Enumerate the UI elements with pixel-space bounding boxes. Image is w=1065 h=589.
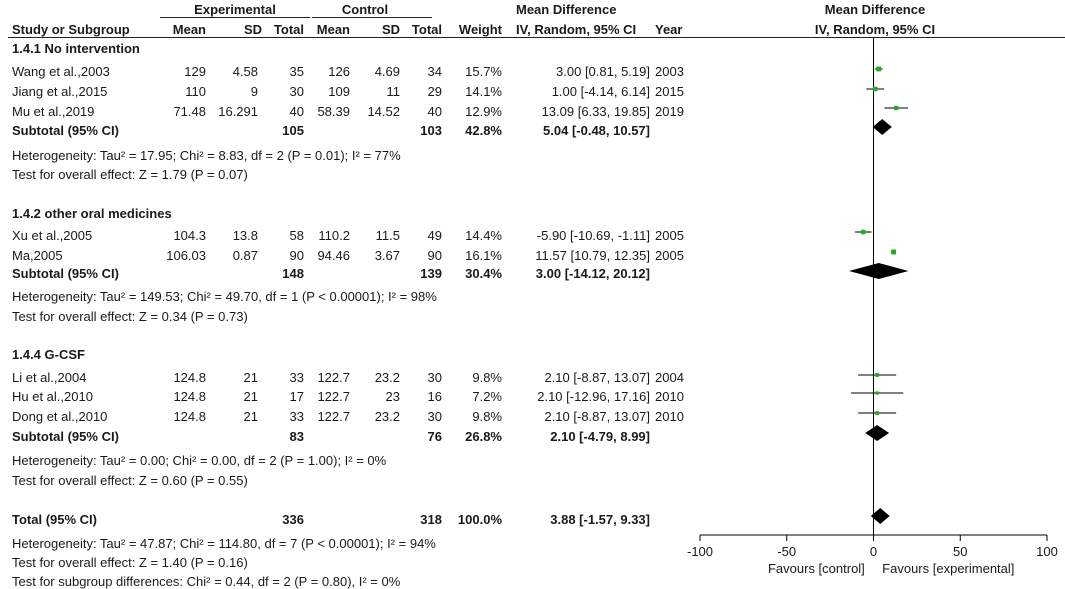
study-point (873, 87, 878, 92)
study-name: Mu et al.,2019 (12, 104, 95, 119)
sd-e: 21 (243, 370, 258, 385)
sd-c: 3.67 (374, 248, 400, 263)
summary-diamond (873, 119, 892, 135)
mean-c: 122.7 (317, 370, 350, 385)
weight-header: Weight (458, 22, 502, 37)
mean-e: 124.8 (173, 389, 206, 404)
weight: 12.9% (465, 104, 502, 119)
mean-c: 126 (328, 64, 350, 79)
subtotal-total-c: 76 (427, 429, 442, 444)
method-header-left: IV, Random, 95% CI (516, 22, 637, 37)
subtotal-total-c: 139 (420, 266, 442, 281)
total-label: Total (95% CI) (12, 512, 97, 527)
total-total-c: 318 (420, 512, 442, 527)
total-e: 90 (289, 248, 304, 263)
study-name: Dong et al.,2010 (12, 409, 108, 424)
total-c: 34 (427, 64, 442, 79)
sd-e: 4.58 (232, 64, 258, 79)
subtotal-weight: 26.8% (465, 429, 502, 444)
subtotal-ci: 5.04 [-0.48, 10.57] (543, 123, 650, 138)
summary-diamond (849, 263, 908, 279)
subtotal-label: Subtotal (95% CI) (12, 123, 119, 138)
total-c: 30 (427, 409, 442, 424)
sd-e: 13.8 (232, 228, 258, 243)
subtotal-total-e: 83 (289, 429, 304, 444)
study-point (894, 106, 898, 110)
year: 2004 (655, 370, 684, 385)
sd-c: 4.69 (374, 64, 400, 79)
study-name: Hu et al.,2010 (12, 389, 93, 404)
mean-e: 129 (184, 64, 206, 79)
x-tick-label: 100 (1036, 544, 1058, 559)
study-name: Xu et al.,2005 (12, 228, 93, 243)
subtotal-total-e: 148 (282, 266, 304, 281)
mean-c: 122.7 (317, 409, 350, 424)
sd-c: 23.2 (374, 409, 400, 424)
mean-c: 58.39 (317, 104, 350, 119)
ci: 2.10 [-8.87, 13.07] (544, 370, 650, 385)
mean-e: 104.3 (173, 228, 206, 243)
group-title: 1.4.2 other oral medicines (12, 206, 172, 221)
group-title: 1.4.4 G-CSF (12, 347, 85, 362)
favours-experimental-label: Favours [experimental] (882, 561, 1015, 576)
subtotal-label: Subtotal (95% CI) (12, 266, 119, 281)
subtotal-label: Subtotal (95% CI) (12, 429, 119, 444)
mean-c: 109 (328, 84, 350, 99)
sd-e: 21 (243, 389, 258, 404)
year-header: Year (655, 22, 683, 37)
weight: 9.8% (472, 409, 502, 424)
total-weight: 100.0% (457, 512, 502, 527)
summary-diamond (865, 425, 889, 441)
total-e: 17 (289, 389, 304, 404)
ci: 13.09 [6.33, 19.85] (541, 104, 650, 119)
year: 2003 (655, 64, 684, 79)
mean-e: 106.03 (166, 248, 206, 263)
year: 2010 (655, 409, 684, 424)
year: 2010 (655, 389, 684, 404)
study-name: Wang et al.,2003 (12, 64, 110, 79)
total-c: 90 (427, 248, 442, 263)
subtotal-total-c: 103 (420, 123, 442, 138)
study-point (875, 391, 878, 394)
total-c: 49 (427, 228, 442, 243)
mean-e: 110 (185, 84, 206, 99)
weight: 9.8% (472, 370, 502, 385)
year: 2015 (655, 84, 684, 99)
total-c: 30 (427, 370, 442, 385)
ci: 3.00 [0.81, 5.19] (556, 64, 650, 79)
sd-c: 11.5 (375, 228, 400, 243)
study-name: Li et al.,2004 (12, 370, 87, 385)
sd-c: 14.52 (367, 104, 400, 119)
subtotal-ci: 3.00 [-14.12, 20.12] (535, 266, 650, 281)
total-ci: 3.88 [-1.57, 9.33] (550, 512, 650, 527)
subtotal-ci: 2.10 [-4.79, 8.99] (550, 429, 650, 444)
overall-effect-text: Test for overall effect: Z = 0.34 (P = 0.73) (12, 309, 248, 324)
year: 2005 (655, 228, 684, 243)
weight: 14.1% (465, 84, 502, 99)
overall-effect-text: Test for overall effect: Z = 0.60 (P = 0.55) (12, 473, 248, 488)
x-tick-label: -50 (777, 544, 797, 559)
sd-c: 23.2 (374, 370, 400, 385)
subtotal-weight: 30.4% (465, 266, 502, 281)
total-e: 33 (289, 370, 304, 385)
mean-c: 110.2 (318, 228, 350, 243)
study-name: Ma,2005 (12, 248, 63, 263)
ci: 11.57 [10.79, 12.35] (535, 248, 650, 263)
group-title: 1.4.1 No intervention (12, 41, 140, 56)
mean-c-header: Mean (316, 22, 350, 37)
sd-e: 0.87 (232, 248, 258, 263)
heterogeneity-text: Heterogeneity: Tau² = 0.00; Chi² = 0.00, df = 2 (P = 1.00); I² = 0% (12, 453, 387, 468)
study-point (876, 67, 881, 72)
heterogeneity-text: Heterogeneity: Tau² = 17.95; Chi² = 8.83, df = 2 (P = 0.01); I² = 77% (12, 148, 401, 163)
mean-difference-header-right: Mean Difference (824, 2, 926, 17)
x-tick-label: 0 (869, 544, 878, 559)
subtotal-total-e: 105 (282, 123, 304, 138)
subgroup-differences-text: Test for subgroup differences: Chi² = 0.44, df = 2 (P = 0.80), I² = 0% (12, 574, 401, 589)
mean-e: 124.8 (173, 409, 206, 424)
weight: 14.4% (465, 228, 502, 243)
overall-effect-text: Test for overall effect: Z = 1.79 (P = 0.07) (12, 167, 248, 182)
total-e: 40 (289, 104, 304, 119)
sd-c: 23 (385, 389, 400, 404)
mean-c: 122.7 (317, 389, 350, 404)
total-e: 58 (289, 228, 304, 243)
total-e: 33 (289, 409, 304, 424)
ci: 2.10 [-12.96, 17.16] (537, 389, 650, 404)
x-tick-label: 50 (953, 544, 968, 559)
year: 2005 (655, 248, 684, 263)
total-e: 35 (289, 64, 304, 79)
method-header-right: IV, Random, 95% CI (814, 22, 936, 37)
sd-e: 21 (243, 409, 258, 424)
study-point (875, 373, 879, 377)
sd-e: 16.291 (218, 104, 258, 119)
total-total-e: 336 (282, 512, 304, 527)
total-c: 16 (427, 389, 442, 404)
weight: 16.1% (465, 248, 502, 263)
sd-e-header: SD (243, 22, 262, 37)
total-e-header: Total (273, 22, 304, 37)
study-name: Jiang et al.,2015 (12, 84, 108, 99)
mean-e-header: Mean (172, 22, 206, 37)
ci: -5.90 [-10.69, -1.11] (536, 228, 650, 243)
sd-c: 11 (386, 84, 400, 99)
year: 2019 (655, 104, 684, 119)
x-tick-label: -100 (686, 544, 714, 559)
study-point (875, 411, 879, 415)
study-point (891, 250, 896, 255)
mean-difference-header-left: Mean Difference (516, 2, 617, 17)
mean-e: 124.8 (173, 370, 206, 385)
control-header: Control (341, 2, 389, 17)
ci: 1.00 [-4.14, 6.14] (551, 84, 650, 99)
experimental-header: Experimental (194, 2, 276, 17)
mean-e: 71.48 (173, 104, 206, 119)
sd-c-header: SD (381, 22, 400, 37)
study-point (861, 230, 866, 235)
weight: 7.2% (472, 389, 502, 404)
total-c: 29 (427, 84, 442, 99)
favours-control-label: Favours [control] (767, 561, 865, 576)
mean-c: 94.46 (317, 248, 350, 263)
total-overall-effect-text: Test for overall effect: Z = 1.40 (P = 0.16) (12, 555, 248, 570)
study-column-header: Study or Subgroup (12, 22, 130, 37)
total-e: 30 (289, 84, 304, 99)
ci: 2.10 [-8.87, 13.07] (544, 409, 650, 424)
heterogeneity-text: Heterogeneity: Tau² = 149.53; Chi² = 49.70, df = 1 (P < 0.00001); I² = 98% (12, 289, 437, 304)
total-c-header: Total (411, 22, 442, 37)
sd-e: 9 (250, 84, 258, 99)
weight: 15.7% (465, 64, 502, 79)
total-c: 40 (427, 104, 442, 119)
total-heterogeneity-text: Heterogeneity: Tau² = 47.87; Chi² = 114.80, df = 7 (P < 0.00001); I² = 94% (12, 536, 436, 551)
subtotal-weight: 42.8% (465, 123, 502, 138)
